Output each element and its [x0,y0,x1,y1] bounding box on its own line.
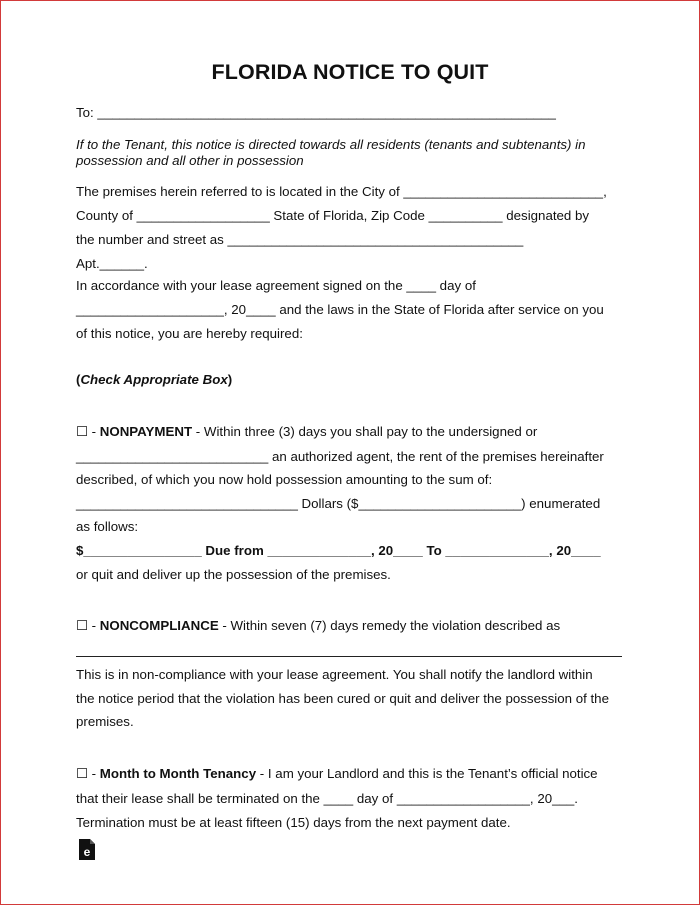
noncompliance-line-3: premises. [76,714,134,729]
directed-notice-line-1: If to the Tenant, this notice is directed towards all residents (tenants and subtenants) in [76,137,586,152]
nonpayment-amount-line: $________________ Due from ______________, 20____ To ______________, 20____ [76,543,601,558]
nonpayment-line-2: described, of which you now hold possession amounting to the sum of: [76,472,493,487]
premises-line-6: ____________________, 20____ and the laws in the State of Florida after service on you [76,302,604,317]
logo-letter: e [83,845,91,859]
month-to-month-line-1: that their lease shall be terminated on the ____ day of __________________, 20___. [76,791,578,806]
noncompliance-line-2: the notice period that the violation has been cured or quit and deliver the possession of the [76,691,609,706]
month-to-month-option[interactable]: ☐ - Month to Month Tenancy - I am your Landlord and this is the Tenant’s official notice [76,766,598,781]
noncompliance-option[interactable]: ☐ - NONCOMPLIANCE - Within seven (7) days remedy the violation described as [76,618,561,633]
premises-line-7: of this notice, you are hereby required: [76,326,303,341]
nonpayment-line-3: ______________________________ Dollars ($______________________) enumerated [76,496,601,511]
document-title: FLORIDA NOTICE TO QUIT [211,60,489,84]
directed-notice-line-2: possession and all other in possession [76,153,304,168]
eforms-logo-icon [79,839,95,860]
month-to-month-heading: Month to Month Tenancy [99,766,257,781]
premises-line-4: Apt.______. [76,256,148,271]
nonpayment-closing: or quit and deliver up the possession of the premises. [76,567,391,582]
violation-description-rule [76,656,622,657]
premises-line-3: the number and street as ________________________________________ [76,232,524,247]
nonpayment-checkbox[interactable]: ☐ [76,424,88,439]
premises-line-5: In accordance with your lease agreement signed on the ____ day of [76,278,476,293]
nonpayment-option[interactable]: ☐ - NONPAYMENT - Within three (3) days you shall pay to the undersigned or [76,424,538,439]
month-to-month-line-2: Termination must be at least fifteen (15) days from the next payment date. [76,815,511,830]
noncompliance-checkbox[interactable]: ☐ [76,618,88,633]
check-box-prompt: (Check Appropriate Box) [76,372,233,387]
nonpayment-line-1: __________________________ an authorized agent, the rent of the premises hereinafter [76,449,604,464]
nonpayment-line-4: as follows: [76,519,139,534]
month-to-month-checkbox[interactable]: ☐ [76,766,88,781]
premises-line-1: The premises herein referred to is located in the City of ___________________________, [76,184,607,199]
premises-line-2: County of __________________ State of Florida, Zip Code __________ designated by [76,208,590,223]
noncompliance-line-1: This is in non-compliance with your lease agreement. You shall notify the landlord within [76,667,593,682]
noncompliance-heading: NONCOMPLIANCE [99,618,219,633]
to-line: To: ______________________________________________________________ [76,105,556,120]
nonpayment-heading: NONPAYMENT [99,424,193,439]
